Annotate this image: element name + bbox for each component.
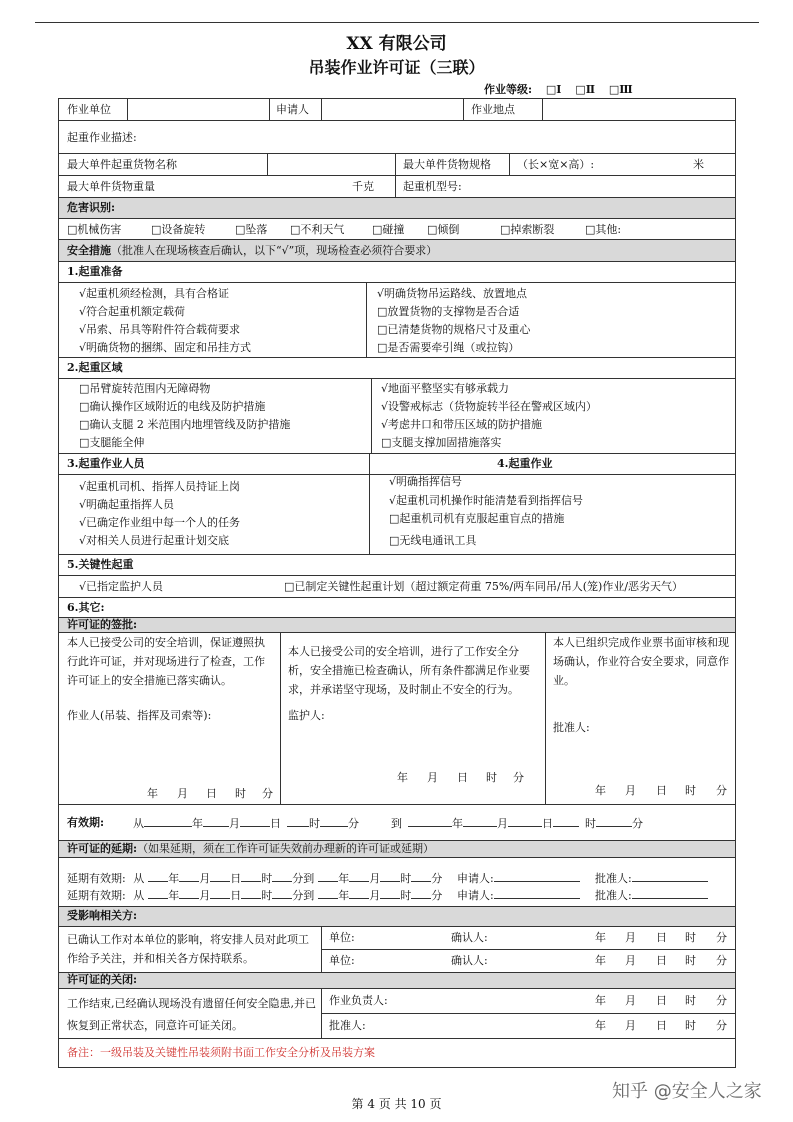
section-1-title: 1.起重准备: [67, 265, 123, 278]
date-minute: 分: [716, 954, 727, 967]
affected-confirm-label: 确认人:: [451, 931, 488, 944]
date-month: 月: [625, 954, 636, 967]
safety-note: （批准人在现场核查后确认，以下“√”项，现场检查必须符合要求）: [111, 244, 438, 257]
date-minute: 分: [716, 1019, 727, 1032]
extension-line-2: [67, 888, 442, 903]
unit-hour: 时: [309, 817, 320, 830]
check-item[interactable]: √明确货物的捆绑、固定和吊挂方式: [79, 341, 252, 354]
check-item[interactable]: √地面平整坚实有够承载力: [381, 382, 510, 395]
unit-minute: 分: [348, 817, 359, 830]
spec-unit: 米: [693, 158, 704, 171]
check-item[interactable]: □支腿能全伸: [79, 436, 145, 449]
check-item[interactable]: √设警戒标志（货物旋转半径在警戒区域内）: [381, 400, 598, 413]
monitor-sign-label: 监护人:: [288, 709, 325, 722]
from-label: 从: [133, 817, 144, 830]
date-minute: 分: [513, 771, 524, 784]
date-hour: 时: [685, 954, 696, 967]
unit-field[interactable]: [128, 99, 268, 120]
ext-applicant-field[interactable]: [494, 871, 580, 882]
ext-field[interactable]: [272, 888, 292, 899]
unit-hour: 时: [400, 889, 412, 902]
description-label: 起重作业描述:: [67, 131, 137, 144]
unit-day: 日: [270, 817, 281, 830]
check-item[interactable]: √起重机司机、指挥人员持证上岗: [79, 480, 241, 493]
ext-field[interactable]: [241, 888, 261, 899]
unit-hour: 时: [261, 872, 273, 885]
date-year: 年: [595, 994, 606, 1007]
check-item[interactable]: □确认操作区域附近的电线及防护措施: [79, 400, 266, 413]
date-day: 日: [656, 931, 667, 944]
date-day: 日: [457, 771, 468, 784]
date-hour: 时: [486, 771, 497, 784]
ext-field[interactable]: [411, 888, 431, 899]
section-2-title: 2.起重区域: [67, 361, 123, 374]
from-hour-field[interactable]: [287, 816, 309, 827]
closing-approver-label: 批准人:: [329, 1019, 366, 1032]
check-item[interactable]: □吊臂旋转范围内无障碍物: [79, 382, 211, 395]
date-day: 日: [656, 994, 667, 1007]
from-label: 从: [133, 872, 145, 885]
ext-field[interactable]: [148, 871, 168, 882]
max-weight-row: [59, 176, 735, 198]
section-6-title: 6.其它:: [67, 601, 105, 614]
section-5-title: 5.关键性起重: [67, 558, 134, 571]
unit-minute: 分: [632, 817, 643, 830]
hazards-row: [59, 219, 735, 240]
section-3-body: [59, 475, 735, 555]
date-year: 年: [595, 931, 606, 944]
ext-field[interactable]: [380, 871, 400, 882]
from-month-field[interactable]: [203, 816, 229, 827]
hazard-checkbox[interactable]: □其他:: [585, 223, 622, 236]
date-year: 年: [595, 954, 606, 967]
check-item[interactable]: □放置货物的支撑物是否合适: [377, 305, 520, 318]
section-3-header: [59, 454, 735, 475]
date-minute: 分: [716, 784, 727, 797]
closing-title: 许可证的关闭:: [67, 973, 138, 986]
check-item[interactable]: √起重机司机操作时能清楚看到指挥信号: [389, 494, 584, 507]
unit-year: 年: [452, 817, 463, 830]
section-5-header: [59, 555, 735, 576]
date-month: 月: [625, 1019, 636, 1032]
ext-field[interactable]: [241, 871, 261, 882]
unit-year: 年: [168, 889, 180, 902]
check-item[interactable]: □确认支腿 2 米范围内地埋管线及防护措施: [79, 418, 291, 431]
to-label: 到: [303, 889, 315, 902]
check-item[interactable]: □起重机司机有克服起重盲点的措施: [389, 512, 565, 525]
ext-field[interactable]: [349, 888, 369, 899]
unit-row: [59, 99, 735, 121]
level-2-checkbox[interactable]: □Ⅱ: [575, 83, 595, 96]
date-year: 年: [397, 771, 408, 784]
closing-text: 工作结束,已经确认现场没有遗留任何安全隐患,并已恢复到正常状态，同意许可证关闭。: [67, 997, 316, 1032]
work-level: [484, 81, 633, 97]
from-label: 从: [133, 889, 145, 902]
closing-header: [59, 973, 735, 989]
validity-from: [133, 816, 359, 831]
max-name-row: [59, 154, 735, 176]
unit-year: 年: [192, 817, 203, 830]
unit-hour: 时: [400, 872, 412, 885]
from-day-field[interactable]: [240, 816, 270, 827]
date-year: 年: [595, 1019, 606, 1032]
ext-approver-label: 批准人:: [595, 889, 632, 902]
unit-day: 日: [542, 817, 553, 830]
to-day-field[interactable]: [508, 816, 542, 827]
applicant-field[interactable]: [322, 99, 462, 120]
ext-approver: [595, 871, 708, 886]
date-day: 日: [656, 1019, 667, 1032]
unit-year: 年: [168, 872, 180, 885]
affected-text: 已确认工作对本单位的影响，将安排人员对此项工作给予关注，并和相关各方保持联系。: [67, 933, 309, 965]
watermark: 知乎 @安全人之家: [612, 1081, 762, 1102]
work-level-label: 作业等级:: [484, 83, 533, 96]
level-3-checkbox[interactable]: □Ⅲ: [608, 83, 633, 96]
weight-unit: 千克: [352, 180, 374, 193]
hazard-checkbox[interactable]: □倾倒: [427, 223, 460, 236]
level-1-checkbox[interactable]: □Ⅰ: [545, 83, 562, 96]
check-item[interactable]: √已确定作业组中每一个人的任务: [79, 516, 241, 529]
date-month: 月: [625, 994, 636, 1007]
crane-model-label: 起重机型号:: [403, 180, 462, 193]
extension-note: （如果延期，须在工作许可证失效前办理新的许可证或延期）: [137, 842, 435, 855]
unit-minute: 分: [431, 872, 443, 885]
max-weight-label: 最大单件货物重量: [67, 180, 155, 193]
check-item[interactable]: √起重机须经检测，具有合格证: [79, 287, 230, 300]
unit-year: 年: [338, 872, 350, 885]
ext-field[interactable]: [318, 888, 338, 899]
check-item[interactable]: □无线电通讯工具: [389, 534, 477, 547]
extension-body: [59, 858, 735, 907]
from-year-field[interactable]: [144, 816, 192, 827]
remark-row: [59, 1039, 735, 1067]
from-minute-field[interactable]: [320, 816, 348, 827]
validity-to: [391, 816, 643, 831]
unit-minute: 分: [431, 889, 443, 902]
unit-day: 日: [230, 889, 242, 902]
max-name-label: 最大单件起重货物名称: [67, 158, 177, 171]
approver-sign-label: 批准人:: [553, 721, 590, 734]
date-month: 月: [427, 771, 438, 784]
unit-month: 月: [369, 889, 381, 902]
sign-title: 许可证的签批:: [67, 618, 138, 631]
approver-statement: 本人已组织完成作业票书面审核和现场确认，作业符合安全要求，同意作业。: [553, 636, 729, 687]
unit-hour: 时: [261, 889, 273, 902]
unit-minute: 分: [292, 889, 304, 902]
hazards-title: 危害识别:: [67, 201, 116, 214]
ext-field[interactable]: [210, 871, 230, 882]
unit-day: 日: [230, 872, 242, 885]
permit-form: [58, 98, 736, 1068]
ext-approver-field[interactable]: [632, 888, 708, 899]
hazard-checkbox[interactable]: □机械伤害: [67, 223, 122, 236]
description-row: [59, 121, 735, 154]
unit-month: 月: [497, 817, 508, 830]
date-year: 年: [147, 787, 158, 800]
hazard-checkbox[interactable]: □设备旋转: [151, 223, 206, 236]
affected-body: [59, 927, 735, 973]
ext-field[interactable]: [318, 871, 338, 882]
to-minute-field[interactable]: [596, 816, 632, 827]
ext-approver-label: 批准人:: [595, 872, 632, 885]
check-item[interactable]: □是否需要牵引绳（或拉钩）: [377, 341, 520, 354]
section-1-header: [59, 262, 735, 283]
ext-field[interactable]: [179, 871, 199, 882]
section-6-row: [59, 598, 735, 618]
date-hour: 时: [685, 931, 696, 944]
extension-title: 许可证的延期:: [67, 842, 138, 855]
ext-field[interactable]: [380, 888, 400, 899]
extension-label: 延期有效期:: [67, 872, 126, 885]
hazard-checkbox[interactable]: □不利天气: [290, 223, 345, 236]
date-hour: 时: [235, 787, 246, 800]
ext-applicant-label: 申请人:: [457, 872, 494, 885]
date-day: 日: [206, 787, 217, 800]
ext-field[interactable]: [210, 888, 230, 899]
check-item[interactable]: □支腿支撑加固措施落实: [381, 436, 502, 449]
section-1-body: [59, 283, 735, 358]
sign-body: [59, 633, 735, 805]
page-footer: 第 4 页 共 10 页: [351, 1097, 442, 1111]
spec-hint: （长×宽×高）:: [517, 158, 595, 171]
extension-header: [59, 841, 735, 858]
check-item[interactable]: √考虑井口和带压区域的防护措施: [381, 418, 543, 431]
date-minute: 分: [716, 931, 727, 944]
section-4-title: 4.起重作业: [497, 457, 553, 470]
date-hour: 时: [685, 784, 696, 797]
extension-label: 延期有效期:: [67, 889, 126, 902]
date-day: 日: [656, 784, 667, 797]
applicant-label: 申请人: [276, 103, 309, 116]
validity-label: 有效期:: [67, 816, 105, 829]
check-item[interactable]: √符合起重机额定载荷: [79, 305, 186, 318]
unit-month: 月: [229, 817, 240, 830]
check-item[interactable]: □已制定关键性起重计划（超过额定荷重 75%/两车同吊/吊人(笼)作业/恶劣天气）: [284, 580, 684, 593]
closing-lead-label: 作业负责人:: [329, 994, 388, 1007]
sign-header: [59, 618, 735, 633]
ext-approver-field[interactable]: [632, 871, 708, 882]
check-item[interactable]: √吊索、吊具等附件符合载荷要求: [79, 323, 241, 336]
worker-sign-label: 作业人(吊装、指挥及司索等):: [67, 709, 212, 722]
ext-approver: [595, 888, 708, 903]
to-year-field[interactable]: [408, 816, 452, 827]
worker-statement: 本人已接受公司的安全培训，保证遵照执行此许可证，并对现场进行了检查，工作许可证上的安全措施已落实确认。: [67, 636, 265, 687]
unit-label: 作业单位: [67, 103, 111, 116]
unit-hour: 时: [585, 817, 596, 830]
section-2-body: [59, 379, 735, 454]
safety-title: 安全措施: [67, 244, 111, 257]
to-label: 到: [391, 817, 402, 830]
hazards-header: [59, 198, 735, 219]
ext-applicant-label: 申请人:: [457, 889, 494, 902]
hazard-checkbox[interactable]: □碰撞: [372, 223, 405, 236]
ext-field[interactable]: [349, 871, 369, 882]
section-3-title: 3.起重作业人员: [67, 457, 145, 470]
date-day: 日: [656, 954, 667, 967]
ext-applicant: [457, 888, 580, 903]
hazard-checkbox[interactable]: □坠落: [235, 223, 268, 236]
check-item[interactable]: √明确指挥信号: [389, 475, 463, 488]
ext-applicant-field[interactable]: [494, 888, 580, 899]
company-name: XX 有限公司: [346, 34, 447, 54]
monitor-statement: 本人已接受公司的安全培训，进行了工作安全分析，安全措施已检查确认，所有条件都满足作业要求，并承诺坚守现场，及时制止不安全的行为。: [288, 645, 530, 696]
date-hour: 时: [685, 1019, 696, 1032]
date-minute: 分: [262, 787, 273, 800]
to-label: 到: [303, 872, 315, 885]
ext-field[interactable]: [148, 888, 168, 899]
unit-year: 年: [338, 889, 350, 902]
check-item[interactable]: √明确货物吊运路线、放置地点: [377, 287, 528, 300]
remark-text: 备注：一级吊装及关键性吊装须附书面工作安全分析及吊装方案: [67, 1046, 375, 1059]
form-title: 吊装作业许可证（三联）: [308, 58, 485, 77]
ext-field[interactable]: [272, 871, 292, 882]
location-label: 作业地点: [471, 103, 515, 116]
validity-row: [59, 805, 735, 841]
date-month: 月: [625, 784, 636, 797]
affected-header: [59, 907, 735, 927]
section-2-header: [59, 358, 735, 379]
unit-month: 月: [199, 872, 211, 885]
safety-heading: [67, 244, 437, 258]
ext-applicant: [457, 871, 580, 886]
affected-unit-label: 单位:: [329, 954, 355, 967]
extension-line-1: [67, 871, 442, 886]
check-item[interactable]: √对相关人员进行起重计划交底: [79, 534, 230, 547]
date-year: 年: [595, 784, 606, 797]
check-item[interactable]: □已清楚货物的规格尺寸及重心: [377, 323, 531, 336]
to-hour-field[interactable]: [553, 816, 579, 827]
section-5-body: [59, 576, 735, 598]
affected-title: 受影响相关方:: [67, 909, 138, 922]
hazard-checkbox[interactable]: □掉索断裂: [500, 223, 555, 236]
date-month: 月: [177, 787, 188, 800]
safety-header: [59, 240, 735, 262]
check-item[interactable]: √已指定监护人员: [79, 580, 164, 593]
unit-month: 月: [199, 889, 211, 902]
unit-month: 月: [369, 872, 381, 885]
location-field[interactable]: [543, 99, 735, 120]
date-month: 月: [625, 931, 636, 944]
date-minute: 分: [716, 994, 727, 1007]
max-spec-label: 最大单件货物规格: [403, 158, 491, 171]
check-item[interactable]: √明确起重指挥人员: [79, 498, 175, 511]
unit-minute: 分: [292, 872, 304, 885]
affected-unit-label: 单位:: [329, 931, 355, 944]
extension-heading: [67, 842, 434, 856]
ext-field[interactable]: [411, 871, 431, 882]
to-month-field[interactable]: [463, 816, 497, 827]
affected-confirm-label: 确认人:: [451, 954, 488, 967]
ext-field[interactable]: [179, 888, 199, 899]
date-hour: 时: [685, 994, 696, 1007]
header-rule: [35, 22, 759, 23]
closing-body: [59, 989, 735, 1039]
